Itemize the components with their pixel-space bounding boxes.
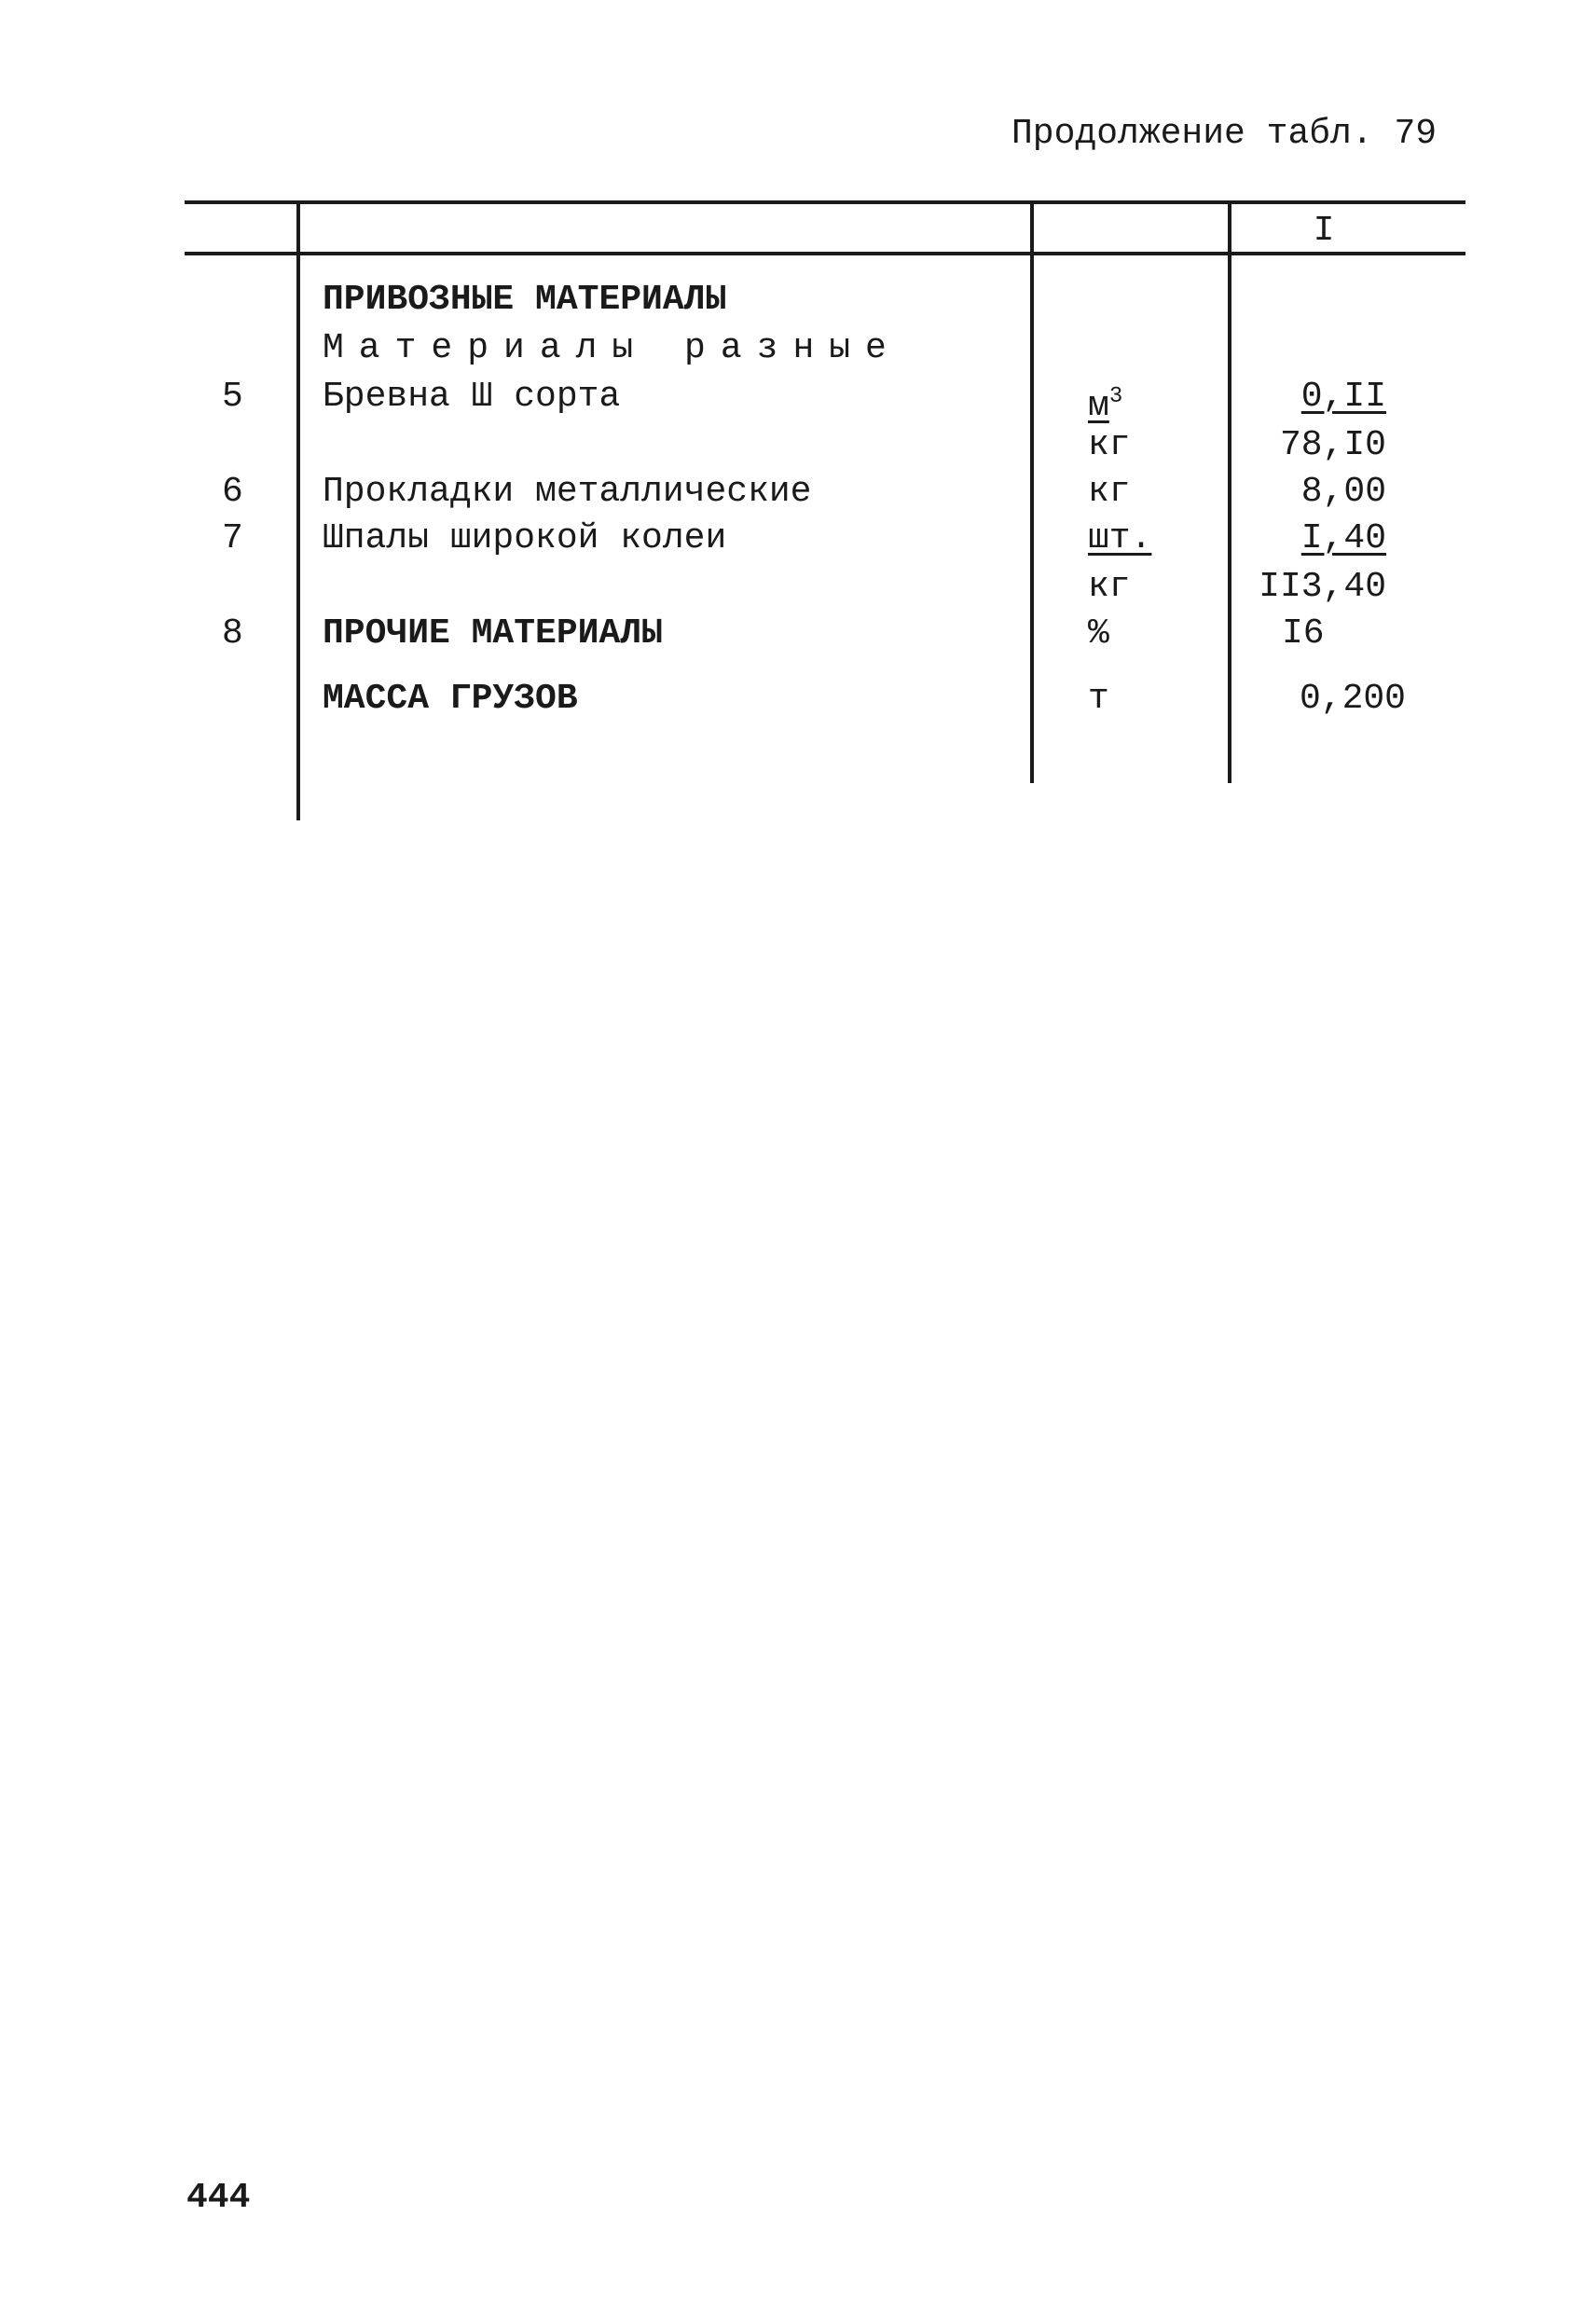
row-unit: $м^3$ [1088,384,1123,426]
table-continuation-caption: Продолжение табл. 79 [1011,114,1438,154]
row-name: Бревна Ш сорта [323,377,621,417]
row-value: 0,II [1300,377,1386,417]
table-top-rule [185,200,1465,204]
row-unit: шт. [1088,518,1152,558]
row-number: 7 [222,518,243,558]
row-value-secondary: II3,40 [1259,567,1386,607]
row-unit: т [1088,679,1109,719]
row-unit: % [1088,613,1109,654]
row-number: 5 [222,377,243,417]
row-number: 8 [222,613,243,654]
column-header: I [1313,211,1335,251]
row-number: 6 [222,472,243,512]
row-name: МАССА ГРУЗОВ [323,679,578,719]
row-value-secondary: 78,I0 [1279,425,1386,465]
row-value: 8,00 [1300,472,1386,512]
row-name: Шпалы широкой колеи [323,518,727,558]
row-value: I6 [1282,613,1325,654]
row-unit: кг [1088,472,1131,512]
row-value: I,40 [1300,518,1386,558]
row-unit-secondary: кг [1088,425,1131,465]
row-unit-secondary: кг [1088,567,1131,607]
row-name: ПРОЧИЕ МАТЕРИАЛЫ [323,613,663,654]
row-value: 0,200 [1299,679,1406,719]
subsection-title: Материалы разные [323,328,901,368]
section-title: ПРИВОЗНЫЕ МАТЕРИАЛЫ [323,280,727,320]
column-divider-1 [296,200,300,820]
page-number: 444 [186,2178,251,2218]
table-header-rule [185,252,1465,255]
column-divider-2 [1030,200,1034,783]
row-name: Прокладки металлические [323,472,812,512]
